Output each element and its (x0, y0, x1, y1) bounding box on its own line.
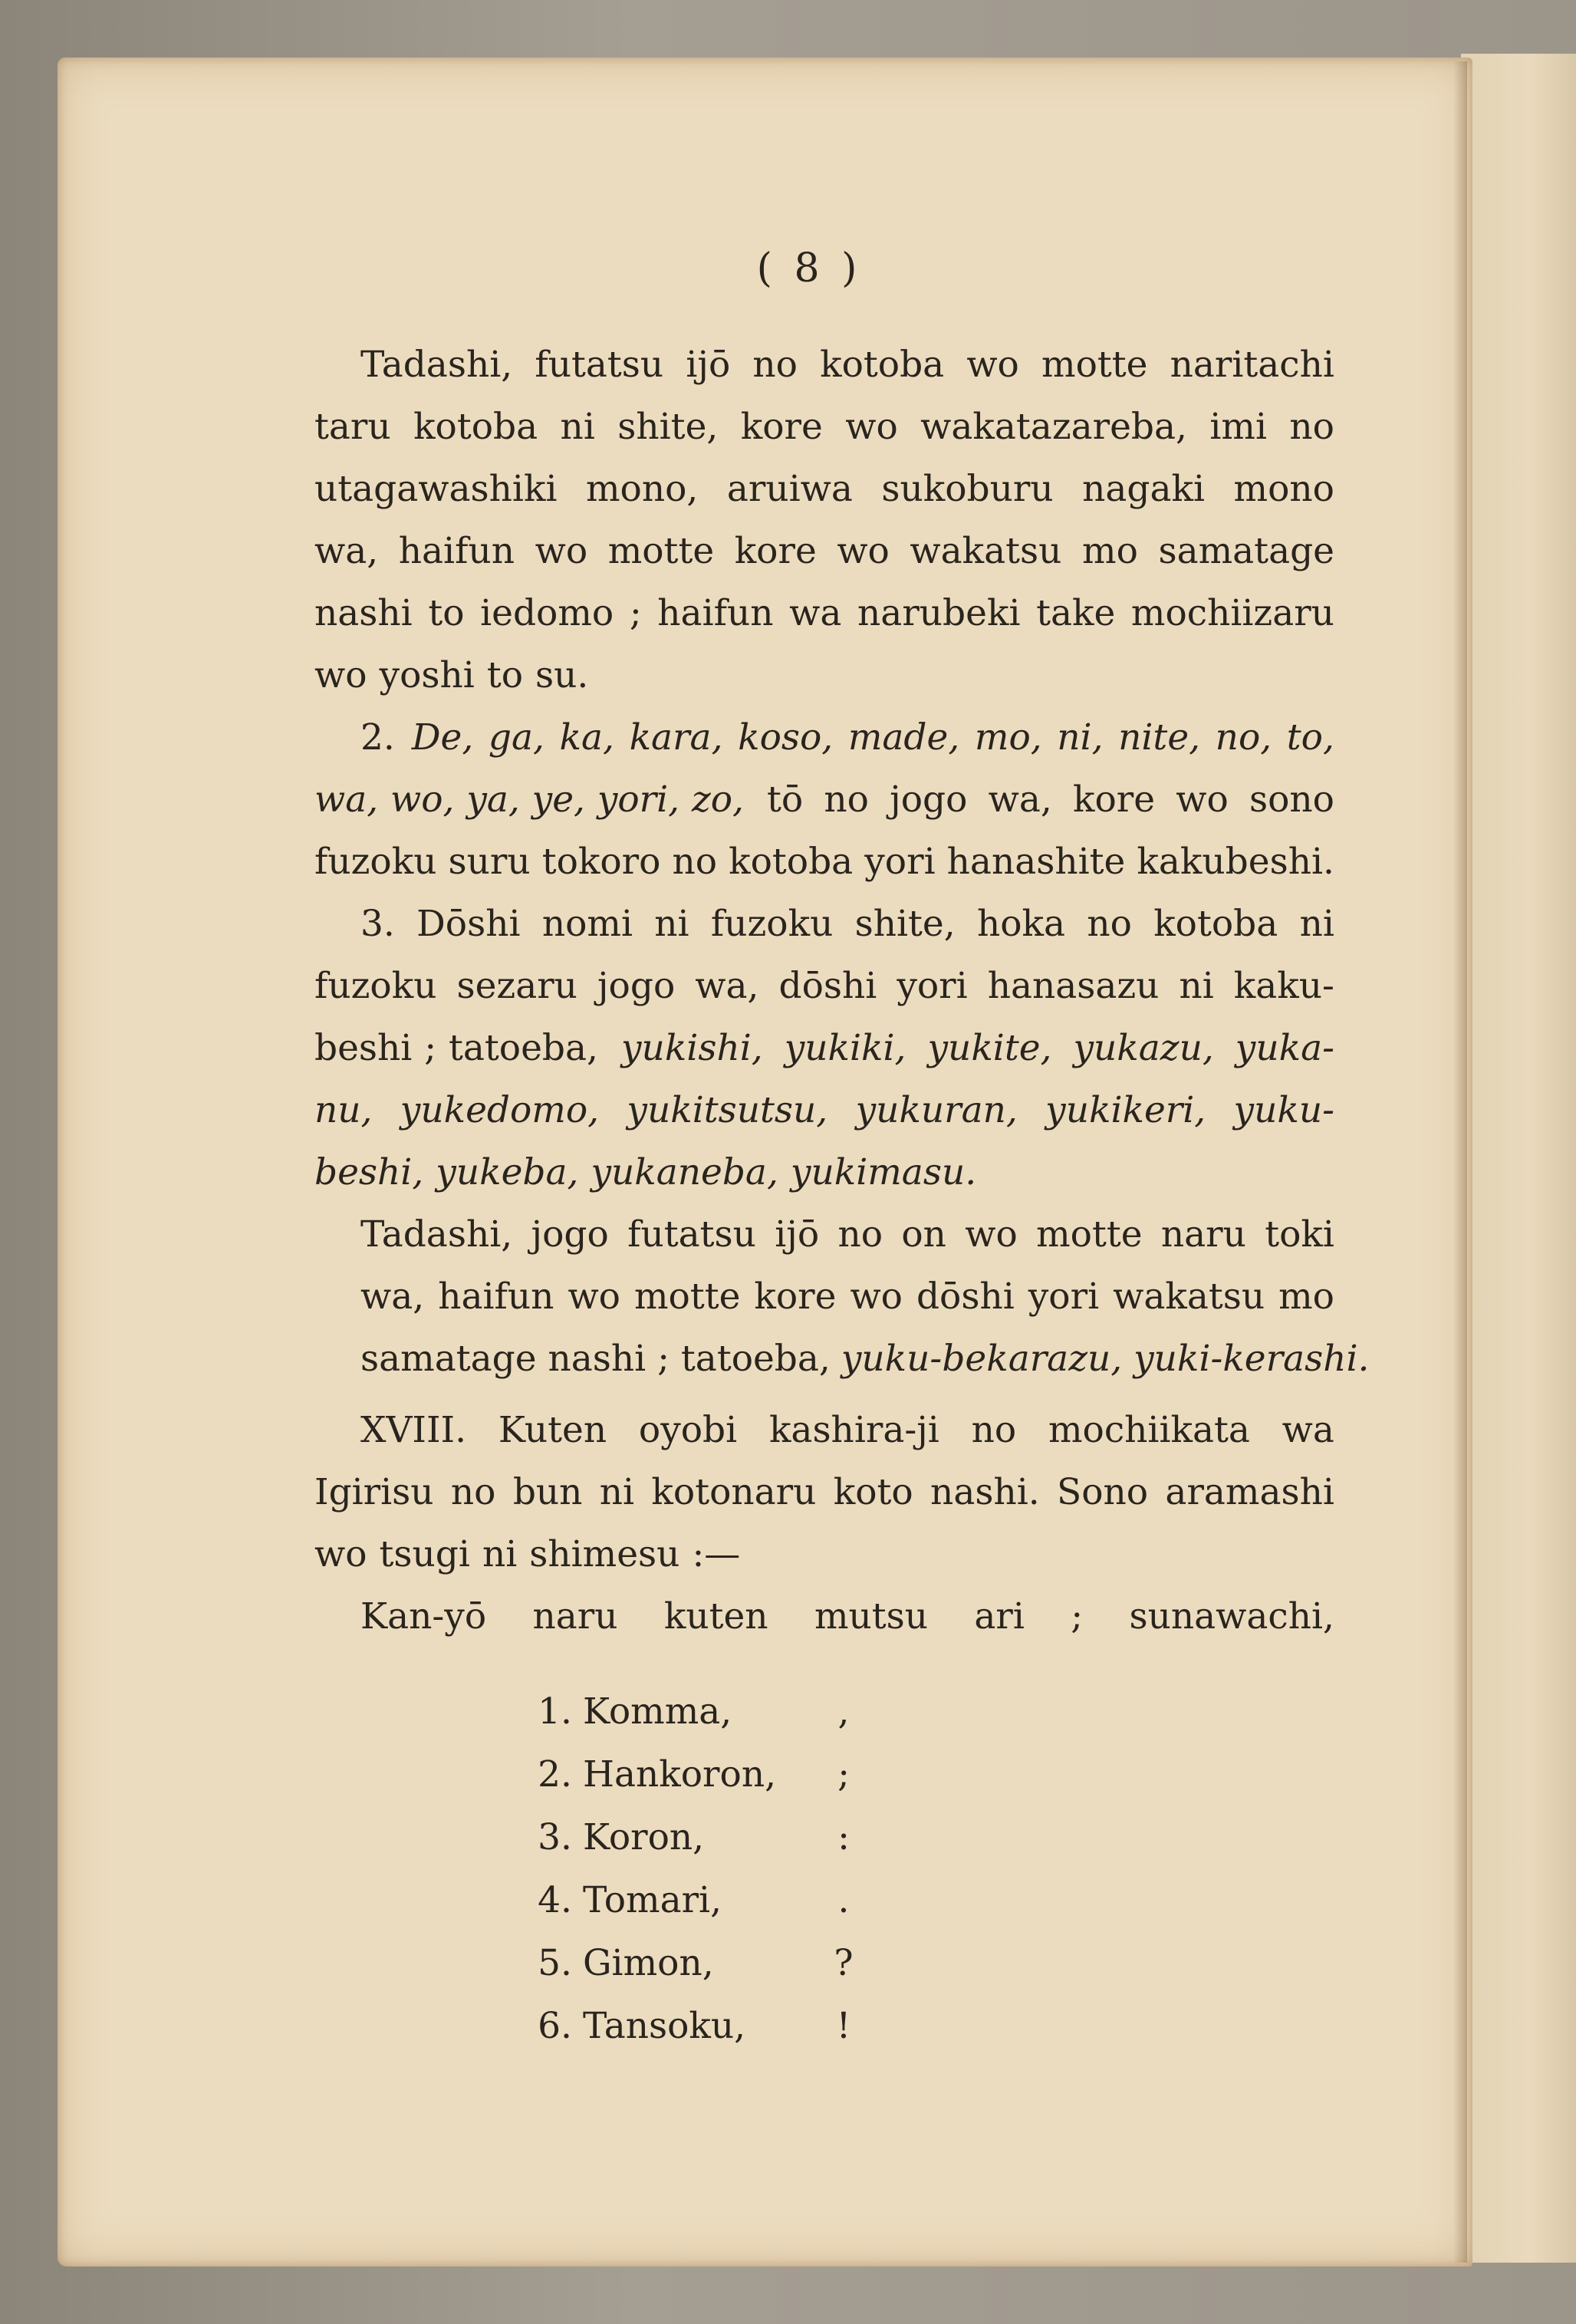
list-item (314, 1868, 859, 1931)
word: no, (1215, 716, 1272, 759)
word: wo (837, 530, 890, 572)
word: :— (692, 1533, 741, 1575)
word: sunawachi, (1129, 1595, 1334, 1638)
word: hanasazu (987, 965, 1160, 1007)
word: mo (1278, 1276, 1334, 1318)
word: wo (965, 1213, 1018, 1256)
example-verbs (314, 1079, 1334, 1141)
text-line (314, 1461, 1334, 1523)
word: no (1087, 903, 1132, 945)
word: suru (448, 841, 531, 883)
text-line (314, 582, 1334, 644)
word: yori (897, 965, 968, 1007)
word: kotoba (413, 406, 538, 448)
word: tatoeba, (449, 1027, 598, 1069)
word: yukiki, (784, 1027, 906, 1069)
word: dōshi (916, 1276, 1015, 1318)
word: mochiizaru (1130, 592, 1334, 634)
rule-3-line-3 (314, 1017, 1334, 1079)
punctuation-list (314, 1680, 859, 2057)
word: koto (833, 1471, 913, 1513)
text-line (314, 831, 1334, 893)
word: wakatazareba, (920, 406, 1187, 448)
word: Tadashi, (360, 344, 513, 386)
word: wa, (695, 965, 759, 1007)
word: motte (607, 530, 715, 572)
word: fuzoku (314, 841, 437, 883)
punctuation-name: Tomari, (583, 1878, 722, 1921)
word: motte (633, 1276, 741, 1318)
word: to, (1286, 716, 1334, 759)
word: no (824, 779, 869, 821)
word: Kuten (498, 1409, 607, 1451)
word: no (837, 1213, 883, 1256)
word: Tadashi, (360, 1213, 513, 1256)
word: haifun (657, 592, 774, 634)
word: sono (1249, 779, 1334, 821)
word: haifun (398, 530, 515, 572)
word: nite, (1118, 716, 1201, 759)
word: wo (314, 1533, 367, 1575)
example-verbs: yuku-bekarazu, yuki-kerashi. (841, 1338, 1370, 1380)
list-number: 2. (538, 1753, 572, 1796)
rule-2-line-1 (360, 706, 1334, 769)
word: shite, (854, 903, 956, 945)
word: wa (1282, 1409, 1334, 1451)
word: yukimasu. (790, 1151, 977, 1193)
word: ni (599, 1471, 635, 1513)
text-line (314, 458, 1334, 520)
word: wa, (360, 1276, 425, 1318)
rule-2-text (767, 769, 1334, 831)
word: mo, (974, 716, 1042, 759)
word: kotoba (1153, 903, 1278, 945)
word: kotoba (729, 841, 854, 883)
word: aramashi (1165, 1471, 1334, 1513)
punctuation-symbol: : (837, 1815, 850, 1858)
word: kakubeshi. (1137, 841, 1334, 883)
punctuation-name: Komma, (583, 1690, 732, 1733)
example-verbs (314, 1141, 1334, 1203)
word: motte (1036, 1213, 1143, 1256)
word: nu, (314, 1089, 373, 1131)
word: ijō (775, 1213, 820, 1256)
word: jogo (597, 965, 676, 1007)
italic-particles (412, 706, 1334, 769)
page-edge-shadow (1453, 61, 1467, 2263)
word: yuka- (1235, 1027, 1334, 1069)
word: wo (568, 1276, 620, 1318)
word: naritachi (1170, 344, 1334, 386)
note-text: samatage nashi ; tatoeba, (360, 1338, 831, 1380)
word: wakatsu (910, 530, 1062, 572)
punctuation-symbol: ; (837, 1753, 850, 1796)
word: no (971, 1409, 1017, 1451)
word: wa, (988, 779, 1052, 821)
word: futatsu (535, 344, 664, 386)
word: ni (560, 406, 595, 448)
word: beshi (314, 1027, 413, 1069)
word: tō (767, 779, 804, 821)
list-number: 5. (538, 1941, 572, 1984)
word: Kan-yō (360, 1595, 487, 1638)
word: wo (1176, 779, 1229, 821)
word: yori, (597, 779, 680, 821)
word: aruiwa (726, 468, 853, 510)
word: ya, (466, 779, 520, 821)
word: ni (1299, 903, 1334, 945)
word: De, (411, 716, 474, 759)
word: ni (482, 1533, 518, 1575)
word: jogo (890, 779, 968, 821)
page-number: ( 8 ) (756, 245, 862, 291)
word: to (486, 654, 523, 696)
word: mono (1233, 468, 1334, 510)
text-line (360, 893, 1334, 955)
word: mutsu (814, 1595, 929, 1638)
word: no (1289, 406, 1334, 448)
word: imi (1209, 406, 1267, 448)
word: tsugi (379, 1533, 470, 1575)
word: kotonaru (651, 1471, 817, 1513)
word: toki (1265, 1213, 1334, 1256)
word: kore (754, 1276, 837, 1318)
list-item (314, 1994, 859, 2057)
word: haifun (438, 1276, 554, 1318)
punctuation-symbol: , (837, 1690, 850, 1733)
word: yukitsutsu, (627, 1089, 828, 1131)
word: yukedomo, (400, 1089, 600, 1131)
text-line (360, 334, 1334, 396)
word: to (428, 592, 465, 634)
word: yukishi, (621, 1027, 763, 1069)
word: yukeba, (436, 1151, 579, 1193)
page-body (314, 334, 1370, 1648)
punctuation-symbol: ! (836, 2004, 851, 2047)
word: taru (314, 406, 391, 448)
word: samatage (1158, 530, 1334, 572)
word: yori (1028, 1276, 1100, 1318)
word: yori (864, 841, 936, 883)
word: bun (512, 1471, 583, 1513)
word: yukazu, (1073, 1027, 1214, 1069)
section-heading-line (360, 1399, 1334, 1461)
word: mochiikata (1048, 1409, 1250, 1451)
punctuation-name: Koron, (583, 1815, 705, 1858)
word: ni (654, 903, 689, 945)
word: yuku- (1233, 1089, 1334, 1131)
punctuation-name: Hankoron, (583, 1753, 777, 1796)
text-line (314, 520, 1334, 582)
text-line (314, 955, 1334, 1017)
word: nashi. (930, 1471, 1040, 1513)
list-number: 6. (538, 2004, 572, 2047)
word: naru (532, 1595, 618, 1638)
list-item (314, 1743, 859, 1806)
word: beshi, (314, 1151, 424, 1193)
word: nomi (541, 903, 633, 945)
punctuation-name: Tansoku, (583, 2004, 746, 2047)
word: kotoba (820, 344, 945, 386)
word: ari (974, 1595, 1025, 1638)
word: kara, (629, 716, 723, 759)
rule-3-text (314, 1017, 598, 1079)
word: fuzoku (314, 965, 437, 1007)
word: no (672, 841, 718, 883)
word: Sono (1057, 1471, 1149, 1513)
word: wo (314, 654, 367, 696)
word: dōshi (778, 965, 877, 1007)
word: kore (734, 530, 817, 572)
word: sezaru (456, 965, 577, 1007)
example-verbs (621, 1017, 1334, 1079)
text-line (360, 1585, 1334, 1648)
word: wa, (314, 779, 379, 821)
word: su. (535, 654, 589, 696)
word: ; (629, 592, 642, 634)
italic-particles (314, 769, 744, 831)
rule-2-line-2 (314, 769, 1334, 831)
word: yukaneba, (591, 1151, 778, 1193)
word: kaku- (1233, 965, 1334, 1007)
text-line (360, 1266, 1334, 1328)
word: take (1036, 592, 1116, 634)
underlying-page (1461, 54, 1576, 2263)
text-line (314, 644, 1334, 706)
list-number: 4. (538, 1878, 572, 1921)
word: Igirisu (314, 1471, 434, 1513)
word: shite, (617, 406, 719, 448)
word: yukikeri, (1045, 1089, 1206, 1131)
note-line-3 (360, 1328, 1370, 1390)
word: fuzoku (710, 903, 834, 945)
word: zo, (691, 779, 744, 821)
word: sukoburu (881, 468, 1054, 510)
word: no (450, 1471, 496, 1513)
word: oyobi (638, 1409, 738, 1451)
word: kore (740, 406, 823, 448)
list-item (314, 1680, 859, 1743)
word: ka, (559, 716, 614, 759)
word: no (752, 344, 798, 386)
word: naru (1160, 1213, 1246, 1256)
punctuation-name: Gimon, (583, 1941, 714, 1984)
word: narubeki (857, 592, 1021, 634)
word: utagawashiki (314, 468, 558, 510)
text-line (314, 396, 1334, 458)
word: yoshi (379, 654, 475, 696)
list-number: 3. (538, 1815, 572, 1858)
word: wakatsu (1113, 1276, 1265, 1318)
word: hanashite (946, 841, 1126, 883)
rule-number: 2. (360, 716, 395, 759)
word: mo (1082, 530, 1138, 572)
word: nashi (314, 592, 413, 634)
word: ni (1179, 965, 1214, 1007)
word: wo (850, 1276, 903, 1318)
word: yukuran, (855, 1089, 1018, 1131)
word: wo (966, 344, 1019, 386)
word: shimesu (529, 1533, 680, 1575)
word: made, (847, 716, 960, 759)
word: nagaki (1082, 468, 1206, 510)
text-line (360, 1203, 1334, 1266)
word: hoka (976, 903, 1066, 945)
list-item (314, 1806, 859, 1868)
word: tokoro (541, 841, 661, 883)
word: ni, (1057, 716, 1104, 759)
word: yukite, (927, 1027, 1052, 1069)
word: 3. (360, 903, 395, 945)
list-number: 1. (538, 1690, 572, 1733)
word: mono, (585, 468, 699, 510)
text-line (314, 1523, 1334, 1585)
word: on (901, 1213, 946, 1256)
word: iedomo (480, 592, 614, 634)
word: jogo (531, 1213, 609, 1256)
word: kore (1072, 779, 1156, 821)
word: ; (424, 1027, 437, 1069)
word: ye, (531, 779, 585, 821)
word: kuten (663, 1595, 768, 1638)
punctuation-symbol: ? (834, 1941, 854, 1984)
word: XVIII. (360, 1409, 467, 1451)
word: motte (1041, 344, 1148, 386)
word: wa (789, 592, 842, 634)
word: ijō (686, 344, 731, 386)
word: koso, (738, 716, 834, 759)
word: wo (845, 406, 898, 448)
list-item (314, 1931, 859, 1994)
word: ga, (488, 716, 545, 759)
word: ; (1071, 1595, 1084, 1638)
word: kashira-ji (768, 1409, 939, 1451)
word: futatsu (627, 1213, 756, 1256)
word: wo (535, 530, 588, 572)
word: wo, (390, 779, 455, 821)
punctuation-symbol: . (837, 1878, 850, 1921)
word: Dōshi (416, 903, 521, 945)
word: wa, (314, 530, 379, 572)
